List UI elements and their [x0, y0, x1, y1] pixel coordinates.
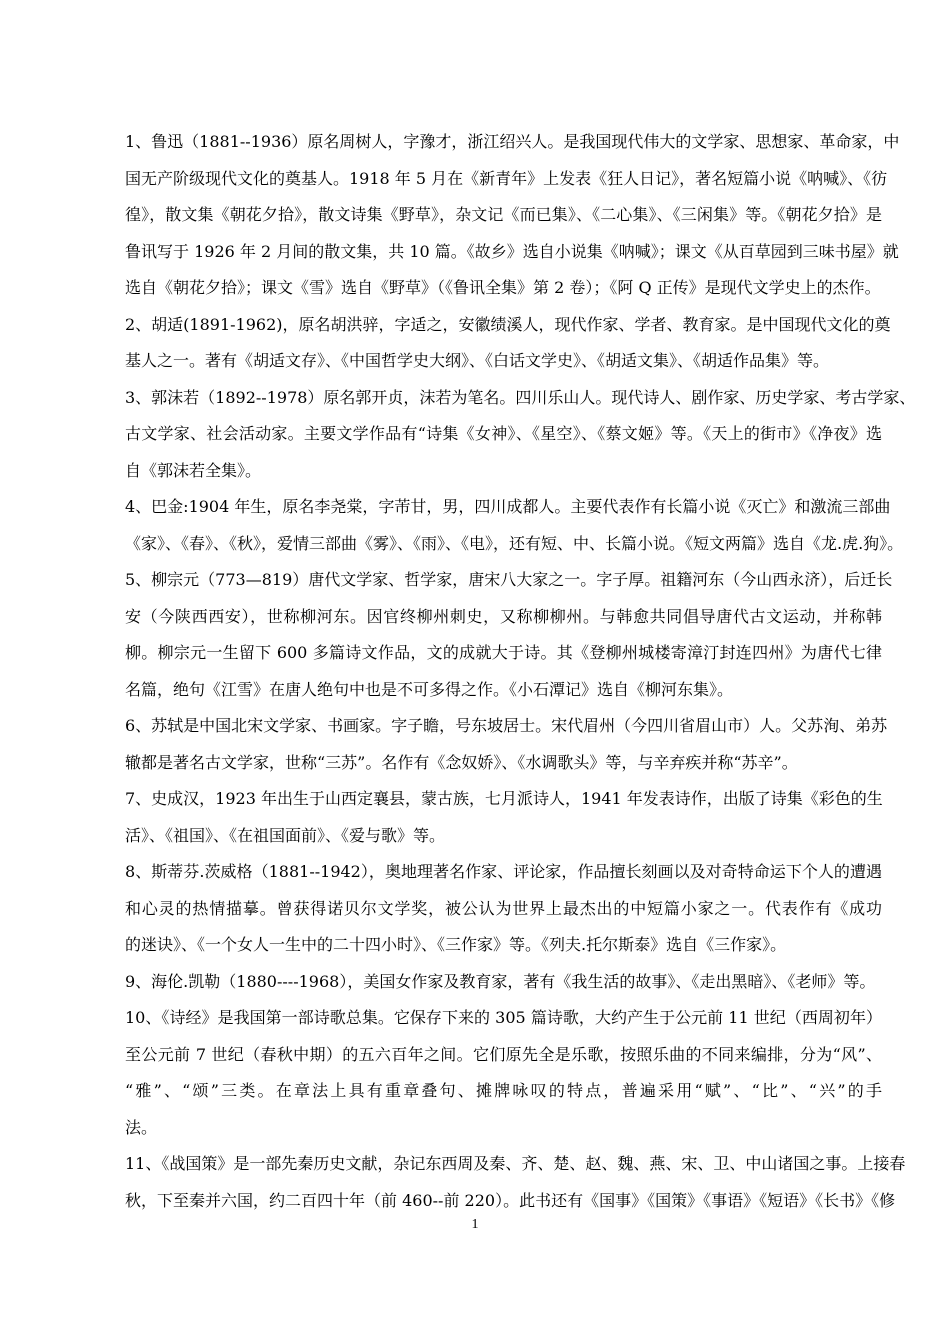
text-line: 秋，下至秦并六国，约二百四十年（前 460--前 220）。此书还有《国事》《国策》《事语》《短语》《长书》《修 [125, 1190, 896, 1210]
text-line: 11、《战国策》是一部先秦历史文献，杂记东西周及秦、齐、楚、赵、魏、燕、宋、卫、中山诸国之事。上接春 [125, 1154, 906, 1173]
text-line: 和心灵的热情描摹。曾获得诺贝尔文学奖，被公认为世界上最杰出的中短篇小家之一。代表作有《成功 [125, 898, 882, 918]
text-line: 法。 [125, 1117, 158, 1137]
text-line: 徨》，散文集《朝花夕拾》，散文诗集《野草》，杂文记《而已集》、《二心集》、《三闲集》等。《朝花夕拾》是 [125, 205, 882, 224]
paragraph [125, 307, 891, 380]
text-line: 选自《朝花夕拾》；课文《雪》选自《野草》（《鲁讯全集》第 2 卷）；《阿 Q 正传》是现代文学史上的杰作。 [125, 278, 881, 297]
text-line: 9、海伦.凯勒（1880----1968），美国女作家及教育家，著有《我生活的故事》、《走出黑暗》、《老师》等。 [125, 971, 876, 991]
paragraph [125, 1146, 906, 1219]
text-line: 2、胡适(1891-1962)，原名胡洪骍，字适之，安徽绩溪人，现代作家、学者、教育家。是中国现代文化的奠 [125, 314, 891, 334]
paragraph [125, 781, 882, 854]
text-line: 基人之一。著有《胡适文存》、《中国哲学史大纲》、《白话文学史》、《胡适文集》、《胡适作品集》等。 [125, 351, 830, 370]
text-line: 名篇，绝句《江雪》在唐人绝句中也是不可多得之作。《小石潭记》选自《柳河东集》。 [125, 679, 734, 699]
text-line: 4、巴金:1904 年生，原名李尧棠，字芾甘，男，四川成都人。主要代表作有长篇小说《灭亡》和激流三部曲 [125, 497, 891, 516]
text-line: 至公元前 7 世纪（春秋中期）的五六百年之间。它们原先全是乐歌，按照乐曲的不同来编排，分为“风”、 [125, 1044, 882, 1064]
text-line: 10、《诗经》是我国第一部诗歌总集。它保存下来的 305 篇诗歌，大约产生于公元前 11 世纪（西周初年） [125, 1008, 882, 1027]
text-line: 1、鲁迅（1881--1936）原名周树人，字豫才，浙江绍兴人。是我国现代伟大的文学家、思想家、革命家，中 [125, 132, 900, 151]
text-line: 国无产阶级现代文化的奠基人。1918 年 5 月在《新青年》上发表《狂人日记》，著名短篇小说《呐喊》、《彷 [125, 168, 888, 188]
text-line: 辙都是著名古文学家，世称“三苏”。名作有《念奴娇》、《水调歌头》等，与辛弃疾并称“苏辛”。 [125, 752, 798, 772]
page-number: 1 [471, 1217, 479, 1232]
paragraph [125, 1000, 882, 1146]
text-line: 7、史成汉，1923 年出生于山西定襄县，蒙古族，七月派诗人，1941 年发表诗作，出版了诗集《彩色的生 [125, 789, 883, 808]
text-line: 鲁讯写于 1926 年 2 月间的散文集，共 10 篇。《故乡》选自小说集《呐喊》；课文《从百草园到三味书屋》就 [125, 241, 899, 261]
text-line: 柳。柳宗元一生留下 600 多篇诗文作品，文的成就大于诗。其《登柳州城楼寄漳汀封连四州》为唐代七律 [125, 643, 882, 662]
text-line: 《家》、《春》、《秋》，爱情三部曲《雾》、《雨》、《电》，还有短、中、长篇小说。《短文两篇》选自《龙.虎.狗》。 [125, 533, 904, 553]
text-line: 古文学家、社会活动家。主要文学作品有“诗集《女神》、《星空》、《蔡文姬》等。《天上的街市》《净夜》选 [125, 424, 882, 443]
paragraph [125, 124, 900, 307]
text-line: 的迷诀》、《一个女人一生中的二十四小时》、《三作家》等。《列夫.托尔斯泰》选自《三作家》。 [125, 935, 787, 954]
paragraph [125, 854, 882, 964]
document-body [125, 124, 916, 1219]
paragraph [125, 964, 882, 1001]
text-line: 安（今陕西西安），世称柳河东。因官终柳州刺史，又称柳柳州。与韩愈共同倡导唐代古文运动，并称韩 [125, 606, 882, 626]
paragraph [125, 489, 904, 562]
text-line: 8、斯蒂芬.茨威格（1881--1942），奥地理著名作家、评论家，作品擅长刻画以及对奇特命运下个人的遭遇 [125, 862, 882, 881]
text-line: 自《郭沫若全集》。 [125, 460, 262, 480]
paragraph [125, 562, 893, 708]
text-line: “雅”、“颂”三类。在章法上具有重章叠句、摊牌咏叹的特点，普遍采用“赋”、“比”、“兴”的手 [125, 1081, 882, 1100]
text-line: 6、苏轼是中国北宋文学家、书画家。字子瞻，号东坡居士。宋代眉州（今四川省眉山市）人。父苏洵、弟苏 [125, 716, 888, 735]
text-line: 5、柳宗元（773—819）唐代文学家、哲学家，唐宋八大家之一。字子厚。祖籍河东（今山西永济），后迁长 [125, 570, 893, 589]
paragraph [125, 708, 888, 781]
paragraph [125, 380, 916, 490]
text-line: 活》、《祖国》、《在祖国面前》、《爱与歌》等。 [125, 825, 446, 845]
text-line: 3、郭沫若（1892--1978）原名郭开贞，沫若为笔名。四川乐山人。现代诗人、剧作家、历史学家、考古学家、 [125, 387, 916, 407]
